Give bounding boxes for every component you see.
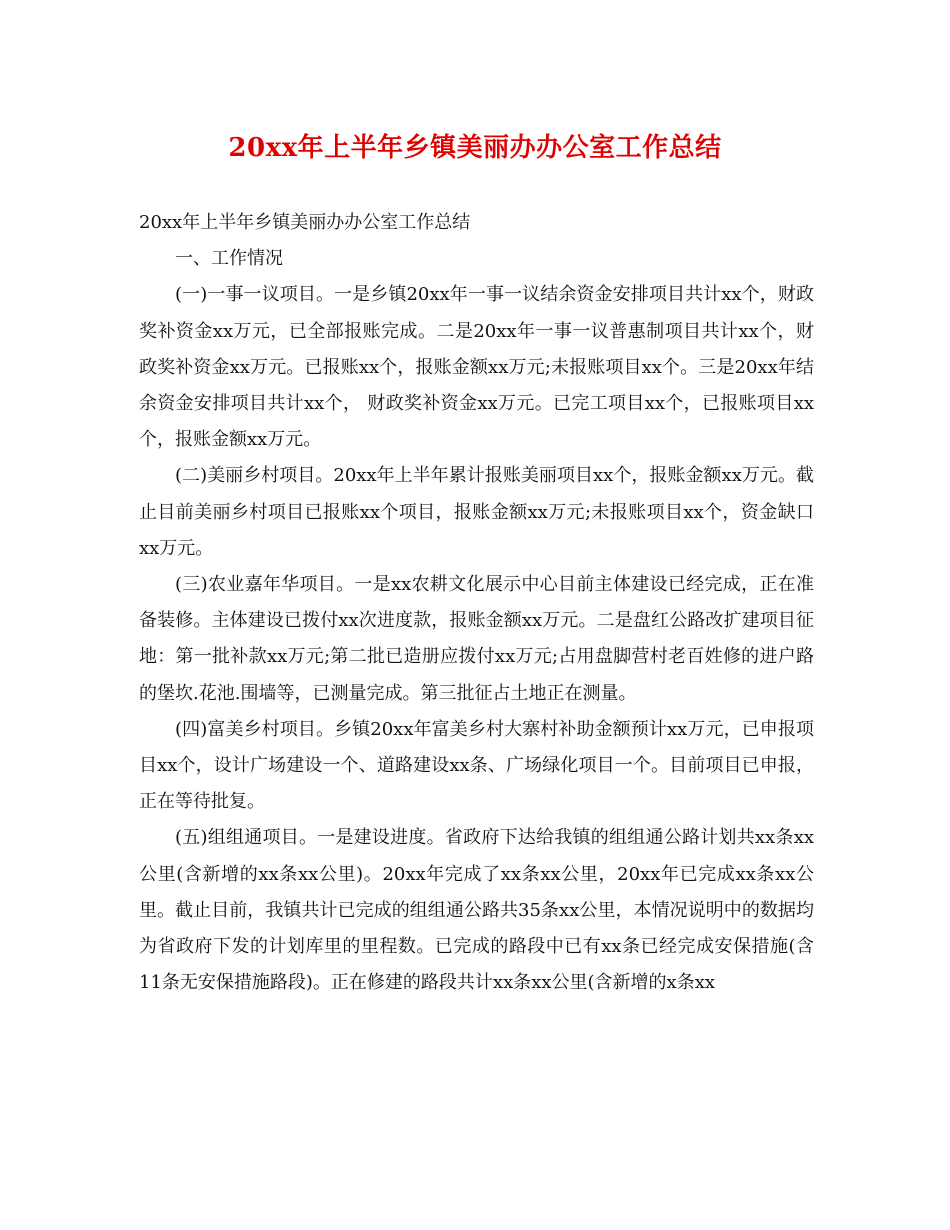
paragraph-item-5: (五)组组通项目。一是建设进度。省政府下达给我镇的组组通公路计划共xx条xx公里(含新增的xx条xx公里)。20xx年完成了xx条xx公里，20xx年已完成xx条xx公里。截止目前，我镇共计已完成的组组通公路共35条xx公里，本情况说明中的数据均为省政府下发的计划库里的里程数。已完成的路段中已有xx条已经完成安保措施(含11条无安保措施路段)。正在修建的路段共计xx条xx公里(含新增的x条xx (139, 827, 814, 994)
paragraph-item-4: (四)富美乡村项目。乡镇20xx年富美乡村大寨村补助金额预计xx万元，已申报项目xx个，设计广场建设一个、道路建设xx条、广场绿化项目一个。目前项目已申报，正在等待批复。 (139, 718, 814, 813)
document-title: 20xx年上半年乡镇美丽办办公室工作总结 (228, 133, 722, 163)
paragraph-subtitle: 20xx年上半年乡镇美丽办办公室工作总结 (139, 212, 471, 233)
paragraph-item-3: (三)农业嘉年华项目。一是xx农耕文化展示中心目前主体建设已经完成，正在准备装修。主体建设已拨付xx次进度款，报账金额xx万元。二是盘红公路改扩建项目征地：第一批补款xx万元;第二批已造册应拨付xx万元;占用盘脚营村老百姓修的进户路的堡坎.花池.围墙等，已测量完成。第三批征占土地正在测量。 (139, 574, 814, 704)
paragraph-item-2: (二)美丽乡村项目。20xx年上半年累计报账美丽项目xx个，报账金额xx万元。截止目前美丽乡村项目已报账xx个项目，报账金额xx万元;未报账项目xx个，资金缺口xx万元。 (139, 465, 814, 559)
document-body (139, 205, 814, 1001)
paragraph-item-1: (一)一事一议项目。一是乡镇20xx年一事一议结余资金安排项目共计xx个，财政奖补资金xx万元，已全部报账完成。二是20xx年一事一议普惠制项目共计xx个，财政奖补资金xx万元。已报账xx个，报账金额xx万元;未报账项目xx个。三是20xx年结余资金安排项目共计xx个， 财政奖补资金xx万元。已完工项目xx个，已报账项目xx个，报账金额xx万元。 (139, 284, 814, 451)
paragraph-section-heading: 一、工作情况 (175, 248, 283, 270)
